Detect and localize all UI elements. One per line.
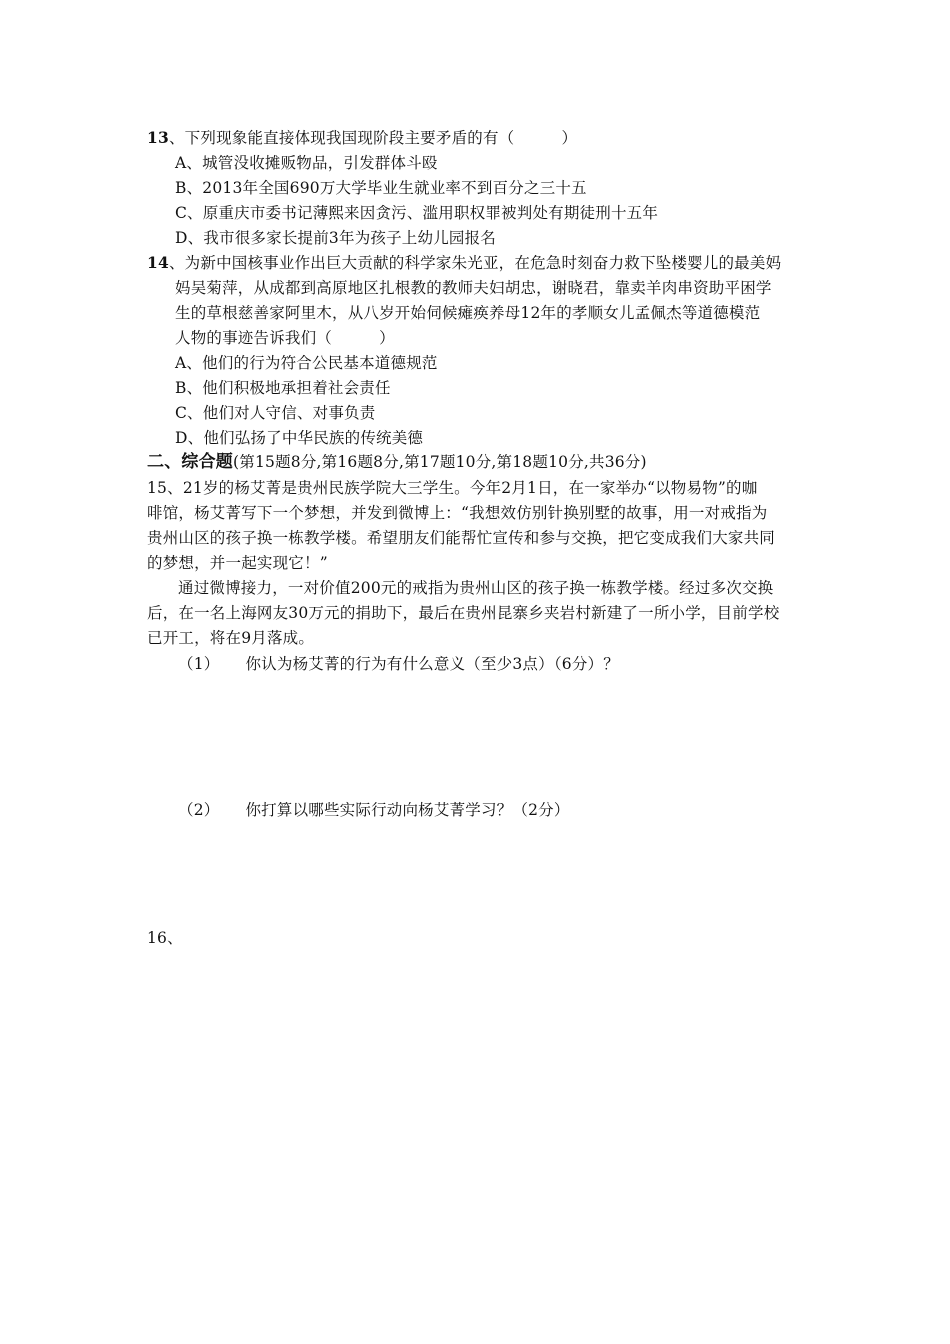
q15-sub1-text: 你认为杨艾菁的行为有什么意义（至少3点）（6分）？ xyxy=(245,655,619,673)
q14-option-c: C、他们对人守信、对事负责 xyxy=(175,404,376,422)
q16-label: 16、 xyxy=(147,929,183,947)
q15-para2-line-2: 后，在一名上海网友30万元的捐助下，最后在贵州昆寨乡夹岩村新建了一所小学，目前学校 xyxy=(147,604,780,622)
q13-option-c: C、原重庆市委书记薄熙来因贪污、滥用职权罪被判处有期徒刑十五年 xyxy=(175,204,659,222)
q15-sub1-number: （1） xyxy=(178,655,220,673)
q15-line-2: 啡馆，杨艾菁写下一个梦想，并发到微博上：“我想效仿别针换别墅的故事，用一对戒指为 xyxy=(147,504,768,522)
q15-sub-question-2 xyxy=(178,800,570,820)
q15-line-4: 的梦想，并一起实现它！” xyxy=(147,554,328,572)
q15-sub2-text: 你打算以哪些实际行动向杨艾菁学习？（2分） xyxy=(245,801,570,819)
q15-sub2-number: （2） xyxy=(178,801,220,819)
q14-option-d: D、他们弘扬了中华民族的传统美德 xyxy=(175,429,424,447)
q15-line-1: 15、21岁的杨艾菁是贵州民族学院大三学生。今年2月1日，在一家举办“以物易物”的咖 xyxy=(147,479,758,497)
q13-option-a: A、城管没收摊贩物品，引发群体斗殴 xyxy=(175,154,438,172)
q14-stem-line-3: 生的草根慈善家阿里木，从八岁开始伺候瘫痪养母12年的孝顺女儿孟佩杰等道德模范 xyxy=(175,304,761,322)
q14-option-a: A、他们的行为符合公民基本道德规范 xyxy=(175,354,438,372)
q13-option-b: B、2013年全国690万大学毕业生就业率不到百分之三十五 xyxy=(175,179,587,197)
q15-para2-line-3: 已开工，将在9月落成。 xyxy=(147,629,315,647)
q15-line-3: 贵州山区的孩子换一栋教学楼。希望朋友们能帮忙宣传和参与交换，把它变成我们大家共同 xyxy=(147,529,776,547)
section-2-score-note: (第15题8分,第16题8分,第17题10分,第18题10分,共36分) xyxy=(233,453,647,471)
q14-stem-line-2: 妈吴菊萍，从成都到高原地区扎根教的教师夫妇胡忠，谢晓君，靠卖羊肉串资助平困学 xyxy=(175,279,772,297)
q13-number: 13 xyxy=(147,128,169,147)
q15-para2-line-1: 通过微博接力，一对价值200元的戒指为贵州山区的孩子换一栋教学楼。经过多次交换 xyxy=(178,579,774,597)
q15-sub-question-1 xyxy=(178,654,619,674)
q14-stem-text-1: 、为新中国核事业作出巨大贡献的科学家朱光亚，在危急时刻奋力救下坠楼婴儿的最美妈 xyxy=(168,254,782,272)
q14-option-b: B、他们积极地承担着社会责任 xyxy=(175,379,391,397)
q13-option-d: D、我市很多家长提前3年为孩子上幼儿园报名 xyxy=(175,229,496,247)
q14-stem-line-1 xyxy=(147,253,781,273)
section-2-heading xyxy=(147,452,647,472)
q13-stem xyxy=(147,128,577,148)
q13-stem-text: 、下列现象能直接体现我国现阶段主要矛盾的有（ ） xyxy=(168,129,578,147)
q14-number: 14 xyxy=(147,253,169,272)
section-2-title: 二、综合题 xyxy=(147,452,233,472)
q14-stem-line-4: 人物的事迹告诉我们（ ） xyxy=(175,329,395,347)
